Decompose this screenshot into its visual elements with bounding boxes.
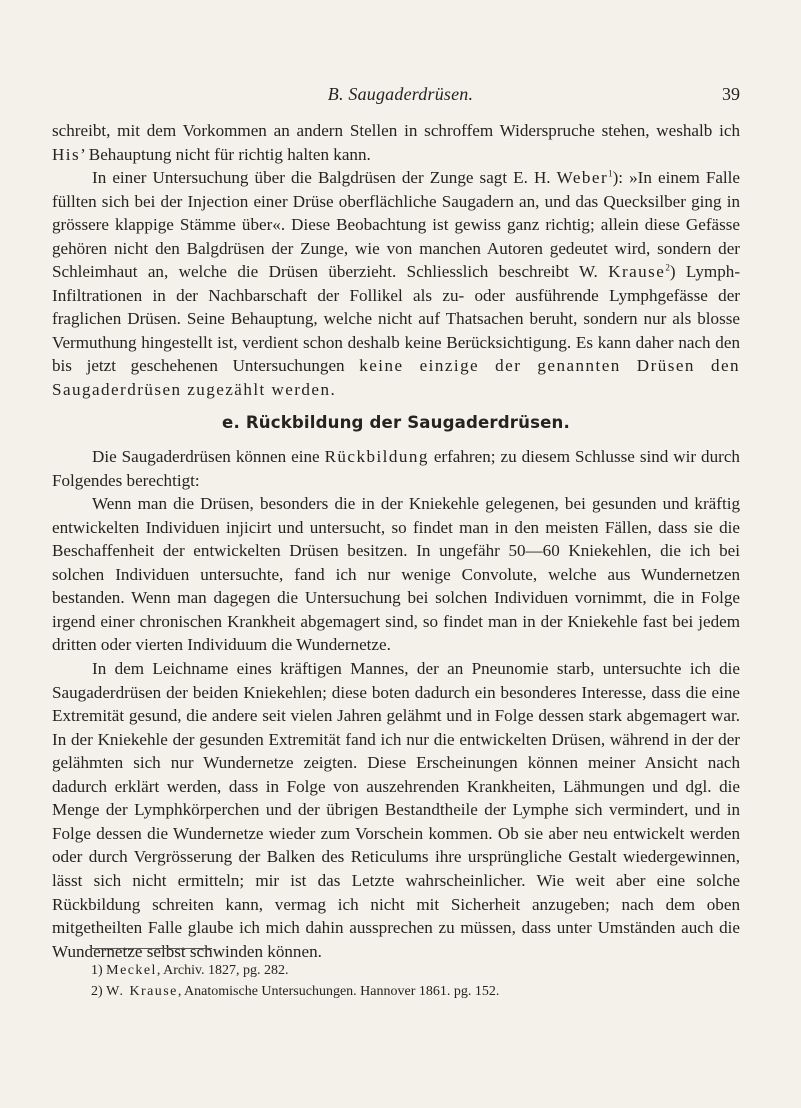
- footnote-text: , Archiv. 1827, pg. 282.: [156, 963, 289, 978]
- footnote-marker-1[interactable]: 1: [608, 168, 613, 179]
- paragraph-text: ’ Behauptung nicht für richtig halten kann.: [80, 144, 371, 164]
- footnote-marker-2[interactable]: 2: [665, 262, 670, 273]
- footnote-number: 2): [91, 984, 103, 999]
- footnote-number: 1): [91, 963, 103, 978]
- paragraph-case-study: In dem Leichname eines kräftigen Mannes, der an Pneunomie starb, untersuchte ich die Saugaderdrüsen der beiden Kniekehlen; diese boten dadurch ein besonderes Interesse, dass die eine Extremität gesund, die andere seit vielen Jahren gelähmt und in Folge dessen stark abgemagert war. In der Kniekehle der gesunden Extremität fand ich nur die entwickelten Drüsen, während in der der gelähmten sich nur Wundernetze zeigten. Diese Erscheinungen können meiner Ansicht nach dadurch erklärt werden, dass in Folge von auszehrenden Krankheiten, Lähmungen und dgl. die Menge der Lymphkörperchen und der übrigen Bestandtheile der Lymphe sich vermindert, und in Folge dessen die Wundernetze wieder zum Vorschein kommen. Ob sie aber neu entwickelt werden oder durch Vergrösserung der Balken des Reticulums ihre ursprüngliche Gestalt wiedergewinnen, lässt sich nicht ermitteln; mir ist das Letzte wahrscheinlicher. Wie weit aber eine solche Rückbildung schreiten kann, vermag ich nicht mit Sicherheit anzugeben; nach dem oben mitgetheilten Falle glaube ich mich dahin aussprechen zu müssen, dass unter Umständen auch die Wundernetze selbst schwinden können.: [52, 659, 740, 961]
- footnote-2: [91, 981, 711, 1002]
- paragraph-text: schreibt, mit dem Vorkommen an andern Stellen in schroffem Widerspruche stehen, weshalb ich: [52, 121, 740, 140]
- footnote-divider: [91, 948, 212, 949]
- running-title: B. Saugaderdrüsen.: [327, 84, 474, 104]
- paragraph-text: ) Lymph-Infiltrationen in der Nachbarschaft der Follikel als zu- oder ausführende Lymphgefässe der fraglichen Drüsen. Seine Behauptung, welche nicht auf Thatsachen beruht, sondern nur als blosse Vermuthung hingestellt ist, verdient schon deshalb keine Berücksichtigung. Es kann daher nach den bis jetzt geschehenen Untersuchungen: [52, 262, 741, 376]
- paragraph-text: Die Saugaderdrüsen können eine: [92, 447, 325, 467]
- paragraph-rueckbildung-intro: [52, 445, 740, 492]
- paragraph-text: erfahren; zu diesem Schlusse sind wir durch Folgendes berechtigt:: [52, 447, 740, 490]
- footnote-author: Meckel: [106, 963, 157, 978]
- footnote-1: [91, 960, 711, 981]
- footnote-text: , Anatomische Untersuchungen. Hannover 1861. pg. 152.: [177, 984, 500, 999]
- paragraph-his-claim: [52, 119, 740, 166]
- emphasized-conclusion: keine einzige der genannten Drüsen den Saugaderdrüsen zugezählt werden.: [52, 356, 740, 400]
- paragraph-kniekehle-observation: Wenn man die Drüsen, besonders die in der Kniekehle gelegenen, bei gesunden und kräftig entwickelten Individuen injicirt und untersucht, so findet man in den meisten Fällen, dass sie die Beschaffenheit der entwickelten Drüsen besitzen. In ungefähr 50—60 Kniekehlen, die ich bei solchen Individuen untersuchte, fand ich nur wenige Convolute, welche aus Wundernetzen bestanden. Wenn man dagegen die Untersuchung bei solchen Individuen vornimmt, die in Folge irgend einer chronischen Krankheit abgemagert sind, so findet man in der Kniekehle fast bei jedem dritten oder vierten Individuum die Wundernetze.: [52, 494, 740, 655]
- paragraph-text: ): »In einem Falle füllten sich bei der Injection einer Drüse oberflächliche Saugadern an, und das Quecksilber ging in grössere klappige Stämme über«. Diese Beobachtung ist gewiss ganz richtig; allein diese Gefässe gehören nicht den Balgdrüsen der Zunge, wie von manchen Autoren gedeutet wird, sondern der Schleimhaut an, welche die Drüsen überzieht. Schliesslich beschreibt W.: [52, 168, 741, 282]
- paragraph-text: In einer Untersuchung über die Balgdrüsen der Zunge sagt E. H.: [92, 168, 557, 188]
- author-krause: Krause: [608, 262, 666, 282]
- main-text: [52, 119, 740, 963]
- section-heading: e. Rückbildung der Saugaderdrüsen.: [222, 412, 570, 432]
- running-head: [0, 84, 801, 106]
- page-number: 39: [722, 84, 740, 104]
- footnote-author: W. Krause: [106, 984, 178, 999]
- author-weber: Weber: [556, 168, 609, 188]
- footnotes: [91, 960, 711, 1002]
- paragraph-balgdruesen: [52, 166, 740, 401]
- author-his: His: [52, 144, 81, 164]
- emphasized-term: Rückbildung: [324, 447, 429, 467]
